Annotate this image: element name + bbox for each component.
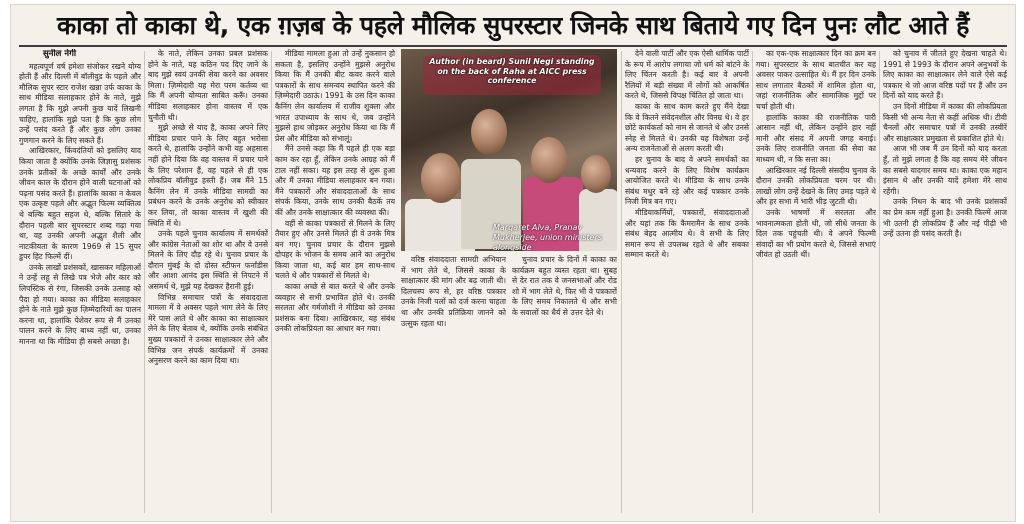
- paragraph: काका के साथ काम करते हुए मैंने देखा कि वे कितने संवेदनशील और विनम्र थे। वे हर छोटे कार्यकर्ता को नाम से जानते थे और उनसे स्नेह से मिलते थे। उनकी यह विशेषता उन्हें अन्य राजनेताओं से अलग करती थी।: [625, 101, 749, 154]
- newspaper-clipping: [10, 4, 1016, 522]
- paragraph: का एक-एक साक्षात्कार दिन का क्रम बन गया। सुपरस्टार के साथ बातचीत कर यह अवसर पाकर उत्साहित थे। मैं हर दिन उनके साथ लगातार बैठकों में शामिल होता था, जहां राजनीतिक और सामाजिक मुद्दों पर चर्चा होती थी।: [756, 49, 876, 111]
- paragraph: उनके भाषणों में सरलता और भावनात्मकता होती थी, जो सीधे जनता के दिल तक पहुंचती थी। वे अपने फिल्मी संवादों का भी प्रयोग करते थे, जिससे सभाएं जीवंत हो उठती थीं।: [756, 207, 876, 260]
- paragraph: महत्वपूर्ण वर्ष हमेशा संजोकर रखने योग्य होती हैं और दिल्ली में बॉलीवुड के पहले और मौलिक सुपर स्टार राजेश खन्ना उर्फ काका के साथ मीडिया सलाहकार होने के नाते, मुझे लगता है कि मुझे अपनी कुछ यादें लिखनी चाहिए, हालांकि मुझे पता है कि कुछ लोग उन्हें पसंद करते हैं और कुछ लोग उनका गुणगान करने के लिए सकते हैं।: [19, 61, 141, 145]
- article-column-8: [883, 49, 1007, 515]
- column-divider: [271, 51, 272, 513]
- article-column-3: [275, 49, 395, 515]
- column-divider: [879, 51, 880, 513]
- person-figure: [581, 155, 611, 193]
- photo-caption-bottom: Margaret Alva, Pranav Mukherjee, union ministers alongside: [493, 223, 602, 251]
- paragraph: को चुनाव में जीतते हुए देखना चाहते थे। 1991 से 1993 के दौरान अपने अनुभवों के लिए काका का साक्षात्कार लेने वाले ऐसे कई पत्रकार थे जो आज वरिष्ठ पदों पर हैं और उन दिनों को याद करते हैं।: [883, 49, 1007, 101]
- column-divider: [144, 51, 145, 513]
- paragraph: आखिरकार, किंवदंतियों को इसलिए याद किया जाता है क्योंकि उनके जिज्ञासु प्रशंसक उनके प्रतीकों के अच्छे कार्यों और उनके जीवन काल के दौरान होने वाली घटनाओं को पढ़ना पसंद करते हैं। हालांकि काका न केवल एक उत्कृष्ट पहले और अद्भुत फिल्म व्यक्तित्व थे बल्कि बहुत सहज थे, बल्कि सितारे के दौरान पहली बार सुपरस्टार शब्द गढ़ा गया था, वह उनकी अपनी अद्भुत शैली और नाटकीयता के कारण 1969 से 15 सुपर डुपर हिट फिल्में दीं।: [19, 146, 141, 262]
- paragraph: हालांकि काका की राजनीतिक पारी आसान नहीं थी, लेकिन उन्होंने हार नहीं मानी और संसद में अपनी जगह बनाई। उनके लिए राजनीति जनता की सेवा का माध्यम थी, न कि सत्ता का।: [756, 112, 876, 164]
- paragraph: मीडिया मामला हुआ तो उन्हें नुकसान हो सकता है, इसलिए उन्होंने मुझसे अनुरोध किया कि मैं उनकी बीट कवर करने वाले पत्रकारों के साथ समन्वय स्थापित करने की ज़िम्मेदारी उठाऊं। 1991 के उस दिन काका कैनिंग लेन कार्यालय में राजीव शुक्ला और भारत उपाध्याय के साथ थे, जब उन्होंने मुझसे हाथ जोड़कर अनुरोध किया था कि मैं प्रेस और मीडिया को संभालूं।: [275, 49, 395, 143]
- headline: काका तो काका थे, एक ग़ज़ब के पहले मौलिक सुपरस्टार जिनके साथ बिताये गए दिन पुनः लौट आते हैं: [56, 11, 970, 40]
- article-column-4: [401, 255, 506, 515]
- paragraph: मैंने उनसे कहा कि मैं पहले ही एक बड़ा काम कर रहा हूँ, लेकिन उनके आग्रह को मैं टाल नहीं सका। यह इस तरह से शुरू हुआ और मैं उनका मीडिया सलाहकार बन गया। मैंने पत्रकारों और संवाददाताओं के साथ संपर्क किया, उनके साथ उनकी बैठकें तय कीं और उनके साक्षात्कार की व्यवस्था की।: [275, 144, 395, 217]
- article-below-photo: [401, 255, 617, 515]
- paragraph: उनके पहले चुनाव कार्यालय में समर्थकों और कांग्रेस नेताओं का शोर था और वे उनसे मिलने के लिए दौड़ रहे थे। चुनाव प्रचार के दौरान मुंबई के दो दोस्त स्टीफन फर्नांडीस और आशा आनंद इस स्थिति से निपटने में असमर्थ थे, मुझे यह देखकर हैरानी हुई।: [148, 229, 268, 292]
- paragraph: काका अच्छे से बात करते थे और उनके व्यवहार से सभी प्रभावित होते थे। उनकी सरलता और गर्मजोशी ने मीडिया को उनका प्रशंसक बना दिया। आखिरकार, यह संबंध उनकी लोकप्रियता का आधार बन गया।: [275, 282, 395, 334]
- paragraph: मीडियाकर्मियों, पत्रकारों, संवाददाताओं और यहां तक कि कैमरामैन के साथ उनके संबंध बेहद आत्मीय थे। वे सभी के लिए समान रूप से उपलब्ध रहते थे और सबका सम्मान करते थे।: [625, 207, 749, 260]
- article-column-2: [148, 49, 268, 515]
- article-column-5: [512, 255, 617, 515]
- byline: सुनील नेगी: [43, 49, 77, 59]
- column-divider: [752, 51, 753, 513]
- article-column-6: [625, 49, 749, 515]
- paragraph: वहीं से काका पत्रकारों से मिलने के लिए तैयार हुए और उनसे मिलते ही वे उनके मित्र बन गए। चुनाव प्रचार के दौरान मुझसे दोपहर के भोजन के समय आने का अनुरोध किया जाता था, कई बार हम साथ-साथ चलते थे और पत्रकारों से मिलते थे।: [275, 218, 395, 281]
- paragraph: आज भी जब मैं उन दिनों को याद करता हूँ, तो मुझे लगता है कि वह समय मेरे जीवन का सबसे यादगार समय था। काका एक महान इंसान थे और उनकी यादें हमेशा मेरे साथ रहेंगी।: [883, 144, 1007, 196]
- photo-caption-top: Author (in beard) Sunil Negi standing on the back of Raha at AICC press conference: [429, 57, 595, 86]
- paragraph: वरिष्ठ संवाददाता सामग्री अभियान में भाग लेते थे, जिससे काका के साक्षात्कार की मांग और बढ़ जाती थी। दिलचस्प रूप से, हर वरिष्ठ पत्रकार उनके निजी पलों को दर्ज करना चाहता था और उनकी प्रतिक्रिया जानने को उत्सुक रहता था।: [401, 255, 506, 328]
- column-divider: [621, 51, 622, 513]
- person-figure: [471, 109, 507, 155]
- paragraph: देने वाली पार्टी और एक ऐसी धार्मिक पार्टी के रूप में आरोप लगाया जो धर्म को बांटने के लिए चिंतन करती है। कई बार वे अपनी रैलियों में बड़ी संख्या में लोगों को आकर्षित करते थे, जिससे विपक्ष चिंतित हो जाता था।: [625, 49, 749, 101]
- paragraph: मुझे अच्छे से याद है, काका अपने लिए मीडिया प्रचार पाने के लिए बहुत भरोसा करते थे, हालांकि उन्होंने कभी यह अहसास नहीं होने दिया कि वह वास्तव में प्रचार पाने के लिए परेशान हैं, वह पहले से ही एक लोकप्रिय बॉलीवुड हस्ती हैं। जब मैंने 15 कैनिंग लेन में उनके मीडिया सामग्री का प्रबंधन करने के उनके अनुरोध को स्वीकार कर लिया, तो काका वास्तव में खुशी की स्थिति में थे।: [148, 123, 268, 228]
- paragraph: उन दिनों मीडिया में काका की लोकप्रियता किसी भी अन्य नेता से कहीं अधिक थी। टीवी चैनलों और समाचार पत्रों में उनकी तस्वीरें और साक्षात्कार प्रमुखता से प्रकाशित होते थे।: [883, 101, 1007, 143]
- person-figure: [531, 137, 567, 183]
- article-column-7: [756, 49, 876, 515]
- headline-rule: [19, 45, 1007, 47]
- paragraph: आखिरकार नई दिल्ली संसदीय चुनाव के दौरान उनकी लोकप्रियता चरम पर थी। लाखों लोग उन्हें देखने के लिए उमड़ पड़ते थे और हर सभा में भारी भीड़ जुटती थी।: [756, 165, 876, 207]
- article-photo: [401, 49, 617, 251]
- paragraph: के नाते, लेकिन उनका प्रबल प्रशंसक होने के नाते, यह कठिन पद दिए जाने के बाद मुझे स्वयं उनकी सेवा करने का अवसर मिला। ज़िम्मेदारी यह मेरा परम कर्तव्य था कि मैं अपनी योग्यता साबित करूँ। उनका मीडिया सलाहकार होना वास्तव में एक चुनौती थी।: [148, 49, 268, 122]
- paragraph: चुनाव प्रचार के दिनों में काका का कार्यक्रम बहुत व्यस्त रहता था। सुबह से देर रात तक वे जनसभाओं और रोड शो में भाग लेते थे, फिर भी वे पत्रकारों के लिए समय निकालते थे और सभी के सवालों का धैर्य से उत्तर देते थे।: [512, 255, 617, 317]
- paragraph: उनके लाखों प्रशंसकों, खासकर महिलाओं ने उन्हें लहू से लिखे पत्र भेजे और कार को लिपस्टिक से रंगा, जिसकी उनके उत्साह को पैदा हो गया। काका का मीडिया सलाहकार होने के नाते मुझे कुछ ज़िम्मेदारियों का पालन करना था, हालांकि पेशेवर रूप से मैं उनका पालन करने के लिए बाध्य नहीं था, उनका मानना था कि मीडिया ही सबसे अच्छा है।: [19, 262, 141, 347]
- paragraph: विभिन्न समाचार पत्रों के संवाददाता मामला में वे अक्सर पहले भाग लेने के लिए मेरे पास आते थे और काका का साक्षात्कार लेने के लिए बेताब थे, क्योंकि उनके संबंधित मुख्य पत्रकारों ने उनका साक्षात्कार लेने और विभिन्न जन संपर्क कार्यक्रमों में उनका अनुसरण करने का काम दिया था।: [148, 292, 268, 366]
- article-column-1: [19, 49, 141, 515]
- paragraph: उनके निधन के बाद भी उनके प्रशंसकों का प्रेम कम नहीं हुआ है। उनकी फिल्में आज भी उतनी ही लोकप्रिय हैं और नई पीढ़ी भी उन्हें उतना ही पसंद करती है।: [883, 197, 1007, 239]
- paragraph: हर चुनाव के बाद वे अपने समर्थकों का धन्यवाद करने के लिए विशेष कार्यक्रम आयोजित करते थे। मीडिया के साथ उनके संबंध मधुर बने रहे और कई पत्रकार उनके निजी मित्र बन गए।: [625, 154, 749, 207]
- person-figure: [421, 153, 461, 203]
